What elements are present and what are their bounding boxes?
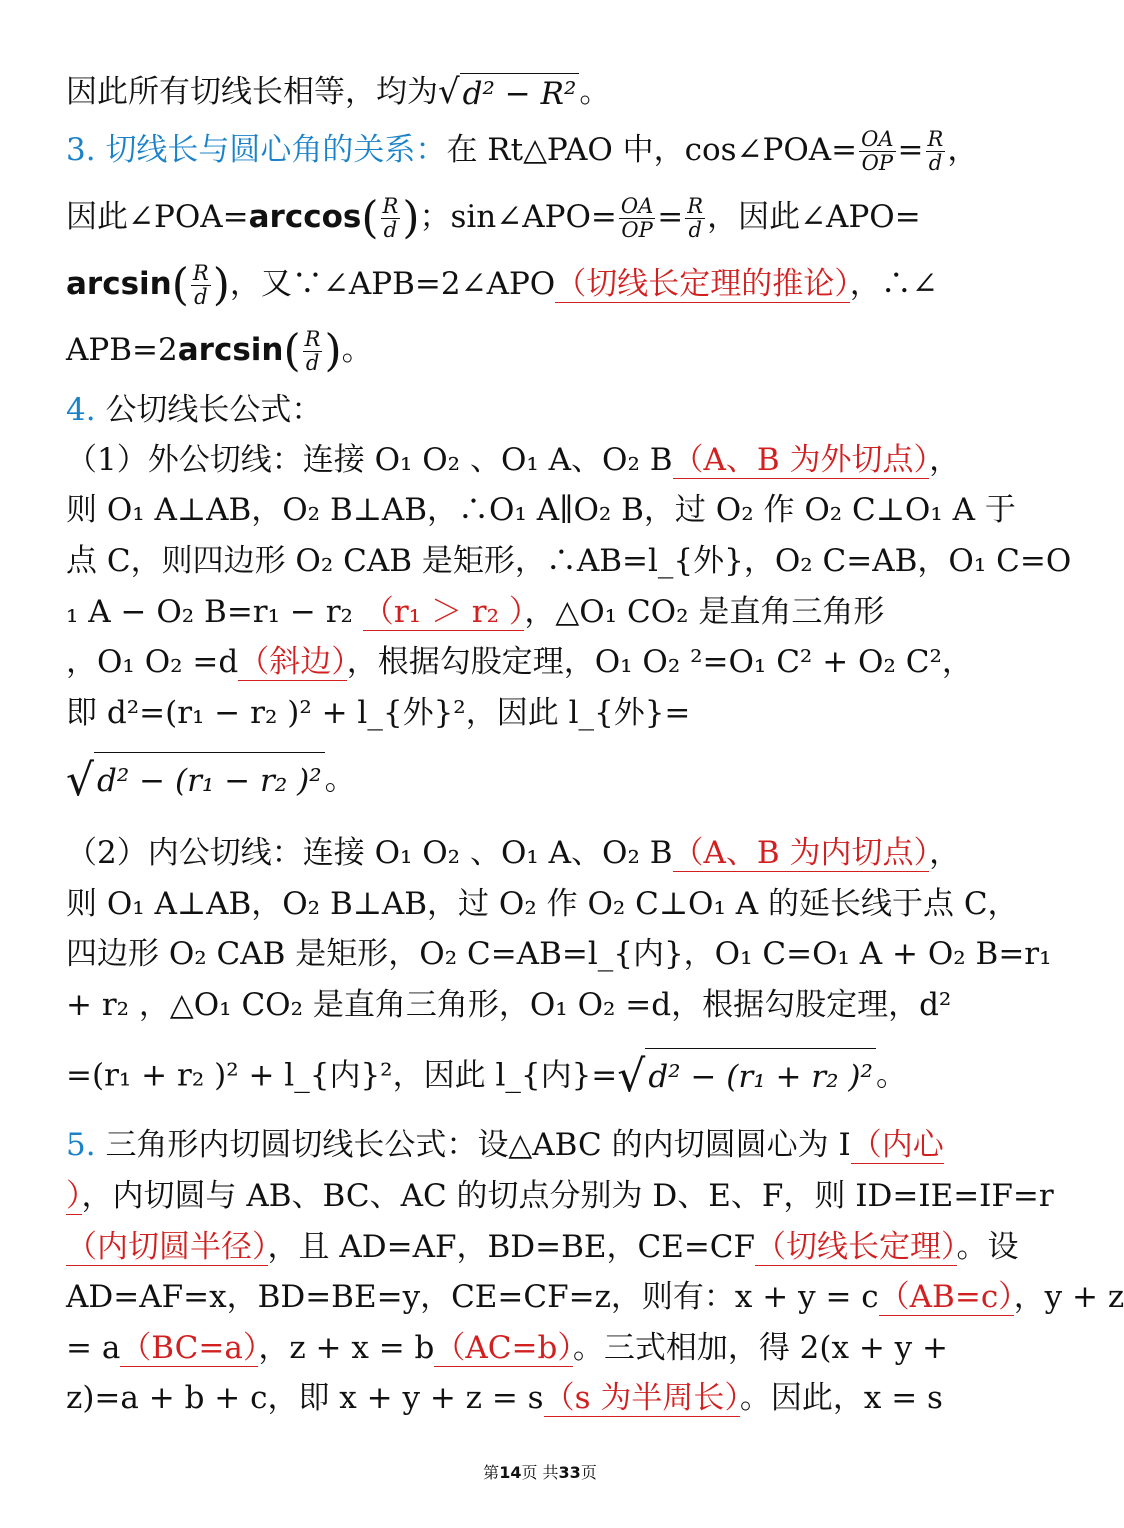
function-name: arccos bbox=[248, 199, 362, 235]
text-line: AD=AF=x，BD=BE=y，CE=CF=z，则有：x + y = c（AB=c），y + z bbox=[66, 1279, 1124, 1315]
square-root: √ d² − (r₁ − r₂ )² bbox=[66, 752, 325, 810]
section-heading: 三角形内切圆切线长公式： bbox=[105, 1127, 478, 1163]
text-line: 则 O₁ A⊥AB，O₂ B⊥AB，∴O₁ A∥O₂ B，过 O₂ 作 O₂ C⊥O₁ A 于 bbox=[66, 492, 1016, 528]
square-root: √ d² − (r₁ + r₂ )² bbox=[617, 1048, 876, 1106]
text-line: = a（BC=a），z + x = b（AC=b）。三式相加，得 2(x + y + bbox=[66, 1330, 949, 1366]
annotation: （AC=b） bbox=[434, 1330, 573, 1366]
fraction: $\frac{R}{d}$ bbox=[927, 127, 944, 175]
square-root: √ d² − R² bbox=[438, 73, 579, 114]
text-line: 5. 三角形内切圆切线长公式：设△ABC 的内切圆圆心为 I（内心 bbox=[66, 1127, 944, 1163]
text-line: （2）内公切线：连接 O₁ O₂ 、O₁ A、O₂ B（A、B 为内切点）， bbox=[66, 835, 961, 871]
fraction: $\frac{OA}{OP}$ bbox=[861, 127, 894, 175]
text-line: + r₂ ，△O₁ CO₂ 是直角三角形，O₁ O₂ =d，根据勾股定理，d² bbox=[66, 987, 952, 1023]
fraction: $\frac{R}{d}$ bbox=[304, 327, 321, 375]
annotation: （AB=c） bbox=[878, 1279, 1014, 1315]
section-number: 3. bbox=[66, 132, 96, 168]
text-line: （1）外公切线：连接 O₁ O₂ 、O₁ A、O₂ B（A、B 为外切点）， bbox=[66, 442, 961, 478]
annotation: （切线长定理的推论） bbox=[555, 266, 850, 302]
text-line: 因此∠POA=arccos( $\frac{R}{d}$ )；sin∠APO= $\frac{OA}{OP}$ = $\frac{R}{d}$ ，因此∠APO= bbox=[66, 192, 921, 244]
text-line: APB=2arcsin( $\frac{R}{d}$ )。 bbox=[66, 325, 373, 377]
radicand: d² − (r₁ + r₂ )² bbox=[645, 1048, 876, 1106]
page-footer: 第14页 共33页 bbox=[483, 1463, 597, 1482]
text-line: ，O₁ O₂ =d（斜边），根据勾股定理，O₁ O₂ ²=O₁ C² + O₂ C²， bbox=[66, 644, 973, 680]
annotation: （s 为半周长） bbox=[543, 1380, 740, 1416]
annotation: （内心 bbox=[850, 1127, 944, 1163]
text-line bbox=[66, 390, 1016, 430]
annotation: （BC=a） bbox=[120, 1330, 259, 1366]
text-line: √ d² − (r₁ − r₂ )² 。 bbox=[66, 752, 1016, 812]
annotation: （切线长定理） bbox=[755, 1229, 957, 1265]
function-name: arcsin bbox=[177, 332, 284, 368]
text-line: arcsin( $\frac{R}{d}$ )，又∵∠APB=2∠APO（切线长定理的推论），∴∠ bbox=[66, 259, 938, 311]
fraction: $\frac{R}{d}$ bbox=[192, 261, 209, 309]
radicand: d² − R² bbox=[460, 73, 580, 114]
page-total: 33 bbox=[558, 1463, 581, 1482]
text-run: 因此所有切线长相等，均为 bbox=[66, 74, 438, 110]
annotation: （A、B 为内切点） bbox=[672, 835, 930, 871]
text-line: 则 O₁ A⊥AB，O₂ B⊥AB，过 O₂ 作 O₂ C⊥O₁ A 的延长线于点 C， bbox=[66, 886, 1019, 922]
annotation: （内切圆半径） bbox=[66, 1229, 268, 1265]
section-heading: 切线长与圆心角的关系： bbox=[105, 132, 447, 168]
function-name: arcsin bbox=[66, 266, 172, 302]
fraction: $\frac{R}{d}$ bbox=[687, 194, 704, 242]
text-line: ），内切圆与 AB、BC、AC 的切点分别为 D、E、F，则 ID=IE=IF=r bbox=[66, 1178, 1054, 1214]
section-heading: 公切线长公式： bbox=[105, 392, 323, 428]
annotation: （A、B 为外切点） bbox=[672, 442, 930, 478]
text-line: 点 C，则四边形 O₂ CAB 是矩形，∴AB=l_{外}，O₂ C=AB，O₁ C=O bbox=[66, 543, 1072, 579]
section-number: 4. bbox=[66, 392, 96, 428]
text-line: （内切圆半径），且 AD=AF，BD=BE，CE=CF（切线长定理）。设 bbox=[66, 1229, 1019, 1265]
fraction: $\frac{R}{d}$ bbox=[382, 194, 399, 242]
text-line: ₁ A − O₂ B=r₁ − r₂ （r₁ ＞ r₂ ），△O₁ CO₂ 是直角三角形 bbox=[66, 594, 885, 630]
annotation: （r₁ ＞ r₂ ） bbox=[362, 594, 525, 630]
text-line: 因此所有切线长相等，均为 √ d² − R² 。 bbox=[66, 72, 611, 112]
fraction: $\frac{OA}{OP}$ bbox=[620, 194, 654, 242]
text-line: =(r₁ + r₂ )² + l_{内}²，因此 l_{内}= √ d² − (r₁ + r₂ )² 。 bbox=[66, 1048, 1016, 1108]
annotation: ） bbox=[66, 1178, 82, 1214]
page-number: 14 bbox=[499, 1463, 522, 1482]
radicand: d² − (r₁ − r₂ )² bbox=[94, 752, 325, 810]
text-line: 3. 切线长与圆心角的关系：在 Rt△PAO 中，cos∠POA= $\frac{OA}{OP}$ = $\frac{R}{d}$ ， bbox=[66, 127, 979, 175]
text-line: z)=a + b + c，即 x + y + z = s（s 为半周长）。因此，x = s bbox=[66, 1380, 943, 1416]
text-line: 四边形 O₂ CAB 是矩形，O₂ C=AB=l_{内}，O₁ C=O₁ A + O₂ B=r₁ bbox=[66, 936, 1052, 972]
annotation: （斜边） bbox=[238, 644, 347, 680]
section-number: 5. bbox=[66, 1127, 96, 1163]
text-line: 即 d²=(r₁ − r₂ )² + l_{外}²，因此 l_{外}= bbox=[66, 695, 691, 731]
